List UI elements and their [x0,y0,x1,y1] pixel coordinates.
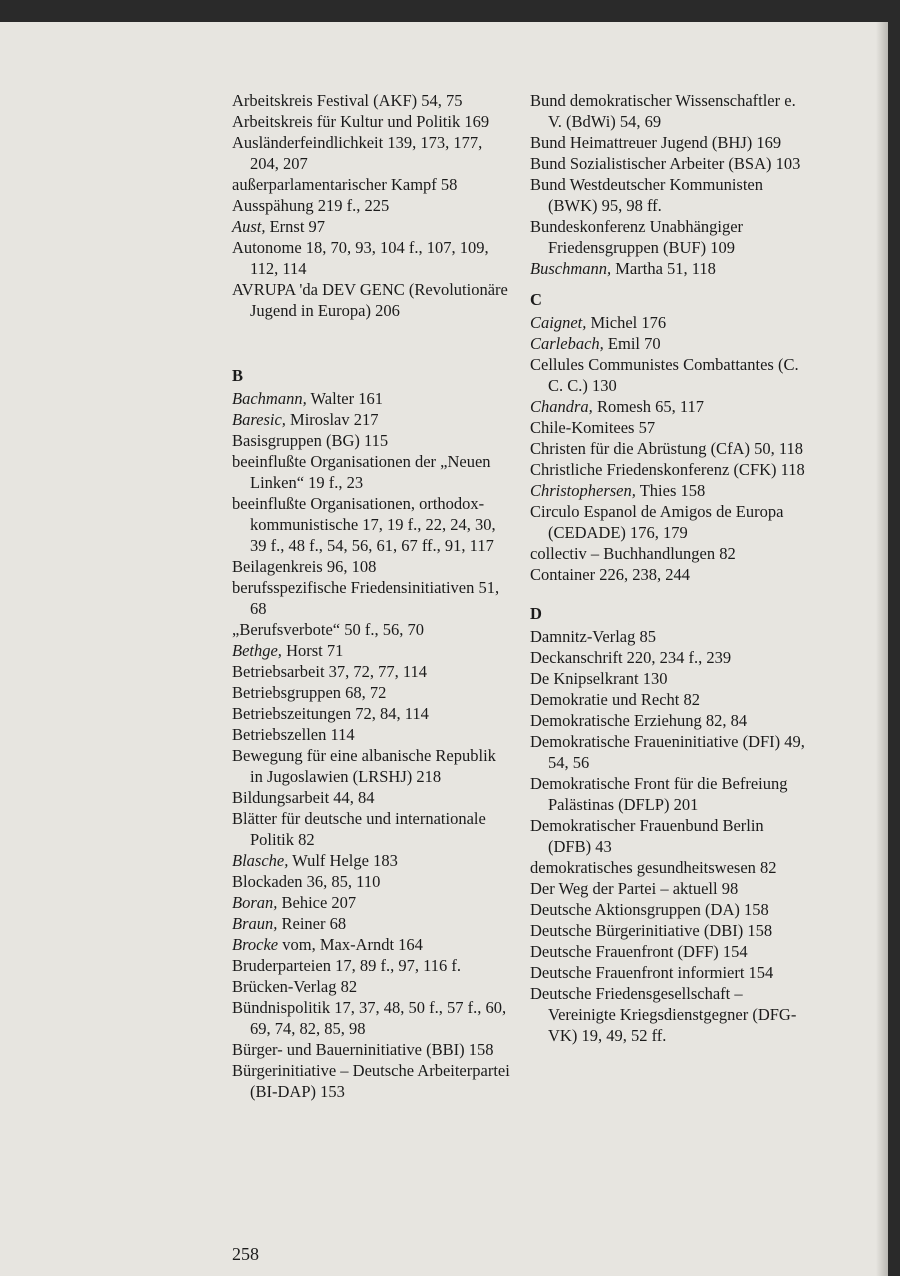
index-entry [530,438,805,459]
index-entry-text: Ernst 97 [265,217,326,236]
index-entry-text: Betriebszellen 114 [232,725,355,744]
index-entry-person: Braun, [232,914,278,933]
index-entry-person: Bethge, [232,641,282,660]
index-entry [232,871,512,892]
index-entry-text: Christliche Friedenskonferenz (CFK) 118 [530,460,805,479]
index-entry [530,459,805,480]
section-letter: C [530,290,542,309]
index-entry-text: De Knipselkrant 130 [530,669,668,688]
index-entry [232,850,512,871]
index-entry [530,90,805,132]
index-entry [232,195,512,216]
index-entry-text: Ausländerfeindlichkeit 139, 173, 177, 204, 207 [232,133,483,173]
index-entry-text: Martha 51, 118 [611,259,716,278]
index-entry [232,90,512,111]
index-entry-text: Demokratischer Frauenbund Berlin (DFB) 43 [530,816,764,856]
index-entry-text: Bürgerinitiative – Deutsche Arbeiterpartei (BI-DAP) 153 [232,1061,510,1101]
index-entry [530,174,805,216]
index-entry-text: Demokratische Erziehung 82, 84 [530,711,748,730]
index-entry [530,132,805,153]
index-entry [530,417,805,438]
index-entry-text: Blockaden 36, 85, 110 [232,872,381,891]
index-entry-text: Deckanschrift 220, 234 f., 239 [530,648,732,667]
index-entry-text: Miroslav 217 [285,410,379,429]
index-entry [530,258,805,279]
index-page [0,22,888,1276]
index-entry-text: Wulf Helge 183 [288,851,398,870]
index-entry [232,279,512,321]
index-entry-person: Buschmann, [530,259,612,278]
index-entry-person: Boran, [232,893,278,912]
index-entry-text: Bildungsarbeit 44, 84 [232,788,375,807]
index-entry-person: Baresic, [232,410,286,429]
index-entry [530,689,805,710]
index-entry-text: Walter 161 [306,389,383,408]
index-entry-text: Demokratische Front für die Befreiung Palästinas (DFLP) 201 [530,774,788,814]
index-entry-text: Cellules Communistes Combattantes (C. C. C.) 130 [530,355,799,395]
index-entry-text: Bruderparteien 17, 89 f., 97, 116 f. [232,956,461,975]
index-entry-text: beeinflußte Organisationen, orthodox-kommunistische 17, 19 f., 22, 24, 30, 39 f., 48 f., 54, 56, 61, 67 ff., 91, 117 [232,494,496,555]
index-entry [530,878,805,899]
index-entry-text: Ausspähung 219 f., 225 [232,196,390,215]
index-entry-text: Christen für die Abrüstung (CfA) 50, 118 [530,439,803,458]
index-entry-text: Bewegung für eine albanische Republik in Jugoslawien (LRSHJ) 218 [232,746,496,786]
index-entry-text: Deutsche Frauenfront (DFF) 154 [530,942,748,961]
index-entry [232,976,512,997]
index-entry-text: Bund Westdeutscher Kommunisten (BWK) 95, 98 ff. [530,175,764,215]
index-entry [530,501,805,543]
index-entry [232,556,512,577]
index-entry-text: Emil 70 [603,334,661,353]
index-entry-text: Thies 158 [635,481,706,500]
index-entry [530,920,805,941]
index-entry [530,312,805,333]
index-entry-text: Circulo Espanol de Amigos de Europa (CEDADE) 176, 179 [530,502,784,542]
index-entry [530,153,805,174]
index-entry-text: demokratisches gesundheitswesen 82 [530,858,777,877]
index-entry [530,773,805,815]
index-entry [232,216,512,237]
index-entry-text: Reiner 68 [277,914,347,933]
index-entry [232,237,512,279]
index-entry [530,626,805,647]
index-entry [232,619,512,640]
index-entry [232,913,512,934]
index-entry [232,934,512,955]
index-entry-text: Bund Sozialistischer Arbeiter (BSA) 103 [530,154,801,173]
index-entry [530,710,805,731]
section-letter: B [232,366,244,385]
index-entry [232,682,512,703]
index-entry [232,1060,512,1102]
index-entry [530,354,805,396]
index-entry [232,724,512,745]
index-entry [530,962,805,983]
index-entry-text: Bündnispolitik 17, 37, 48, 50 f., 57 f., 60, 69, 74, 82, 85, 98 [232,998,507,1038]
index-entry [530,983,805,1046]
index-entry [232,493,512,556]
index-entry-text: Deutsche Friedensgesellschaft – Vereinigte Kriegsdienstgegner (DFG-VK) 19, 49, 52 ff. [530,984,797,1045]
index-entry-text: Der Weg der Partei – aktuell 98 [530,879,739,898]
index-entry-person: Chandra, [530,397,593,416]
index-entry-text: Deutsche Aktionsgruppen (DA) 158 [530,900,769,919]
index-entry [232,1039,512,1060]
index-entry-person: Brocke [232,935,279,954]
index-entry-text: Horst 71 [281,641,344,660]
index-entry-text: Arbeitskreis Festival (AKF) 54, 75 [232,91,463,110]
index-entry [232,787,512,808]
index-entry-text: beeinflußte Organisationen der „Neuen Linken“ 19 f., 23 [232,452,491,492]
index-entry-text: Deutsche Frauenfront informiert 154 [530,963,774,982]
index-entry-text: Romesh 65, 117 [592,397,705,416]
index-entry [530,333,805,354]
index-entry-text: Basisgruppen (BG) 115 [232,431,389,450]
section-letter: D [530,604,542,623]
index-entry [232,111,512,132]
index-entry [530,899,805,920]
index-entry-text: vom, Max-Arndt 164 [278,935,423,954]
index-entry [232,703,512,724]
index-entry-text: Betriebsarbeit 37, 72, 77, 114 [232,662,428,681]
index-entry-text: „Berufsverbote“ 50 f., 56, 70 [232,620,424,639]
index-entry-text: collectiv – Buchhandlungen 82 [530,544,736,563]
index-entry [232,451,512,493]
index-entry [530,543,805,564]
index-entry [530,564,805,585]
index-entry [232,174,512,195]
index-entry-text: Blätter für deutsche und internationale Politik 82 [232,809,486,849]
index-entry-person: Christophersen, [530,481,636,500]
index-entry [232,430,512,451]
index-entry [232,388,512,409]
index-entry [232,745,512,787]
index-entry-text: Arbeitskreis für Kultur und Politik 169 [232,112,490,131]
index-entry [232,955,512,976]
index-entry [232,409,512,430]
index-entry-person: Carlebach, [530,334,604,353]
index-entry-text: Betriebszeitungen 72, 84, 114 [232,704,429,723]
index-entry-text: Beilagenkreis 96, 108 [232,557,377,576]
index-column-left [232,90,512,1102]
index-entry-text: Chile-Komitees 57 [530,418,656,437]
index-entry [232,577,512,619]
index-entry-text: Michel 176 [586,313,667,332]
index-entry [232,132,512,174]
index-entry-text: berufsspezifische Friedensinitiativen 51, 68 [232,578,500,618]
index-entry-text: Autonome 18, 70, 93, 104 f., 107, 109, 112, 114 [232,238,489,278]
index-entry [232,808,512,850]
index-entry [530,668,805,689]
index-entry [232,997,512,1039]
index-entry-text: Container 226, 238, 244 [530,565,690,584]
index-entry-text: Demokratische Fraueninitiative (DFI) 49, 54, 56 [530,732,805,772]
index-entry [530,857,805,878]
index-entry-text: Behice 207 [277,893,357,912]
index-entry-person: Aust, [232,217,266,236]
index-entry-text: Demokratie und Recht 82 [530,690,700,709]
index-entry [530,647,805,668]
index-entry-text: Bürger- und Bauerninitiative (BBI) 158 [232,1040,494,1059]
index-entry-text: Deutsche Bürgerinitiative (DBI) 158 [530,921,773,940]
index-entry [530,815,805,857]
page-number: 258 [232,1244,259,1264]
index-column-right [530,90,805,1046]
index-entry [232,640,512,661]
index-entry [530,941,805,962]
index-entry-text: Brücken-Verlag 82 [232,977,358,996]
index-entry [530,396,805,417]
index-entry-text: Bundeskonferenz Unabhängiger Friedensgruppen (BUF) 109 [530,217,744,257]
index-entry [530,216,805,258]
index-entry-person: Blasche, [232,851,289,870]
index-entry-text: außerparlamentarischer Kampf 58 [232,175,458,194]
index-entry-text: Bund Heimattreuer Jugend (BHJ) 169 [530,133,782,152]
index-entry-person: Bachmann, [232,389,307,408]
index-entry [232,661,512,682]
index-entry-text: AVRUPA 'da DEV GENC (Revolutionäre Jugend in Europa) 206 [232,280,508,320]
index-entry-text: Betriebsgruppen 68, 72 [232,683,387,702]
index-entry-text: Bund demokratischer Wissenschaftler e. V. (BdWi) 54, 69 [530,91,796,131]
index-entry [232,892,512,913]
index-entry [530,731,805,773]
page-edge [876,22,888,1276]
index-entry [530,480,805,501]
index-entry-text: Damnitz-Verlag 85 [530,627,656,646]
index-entry-person: Caignet, [530,313,587,332]
